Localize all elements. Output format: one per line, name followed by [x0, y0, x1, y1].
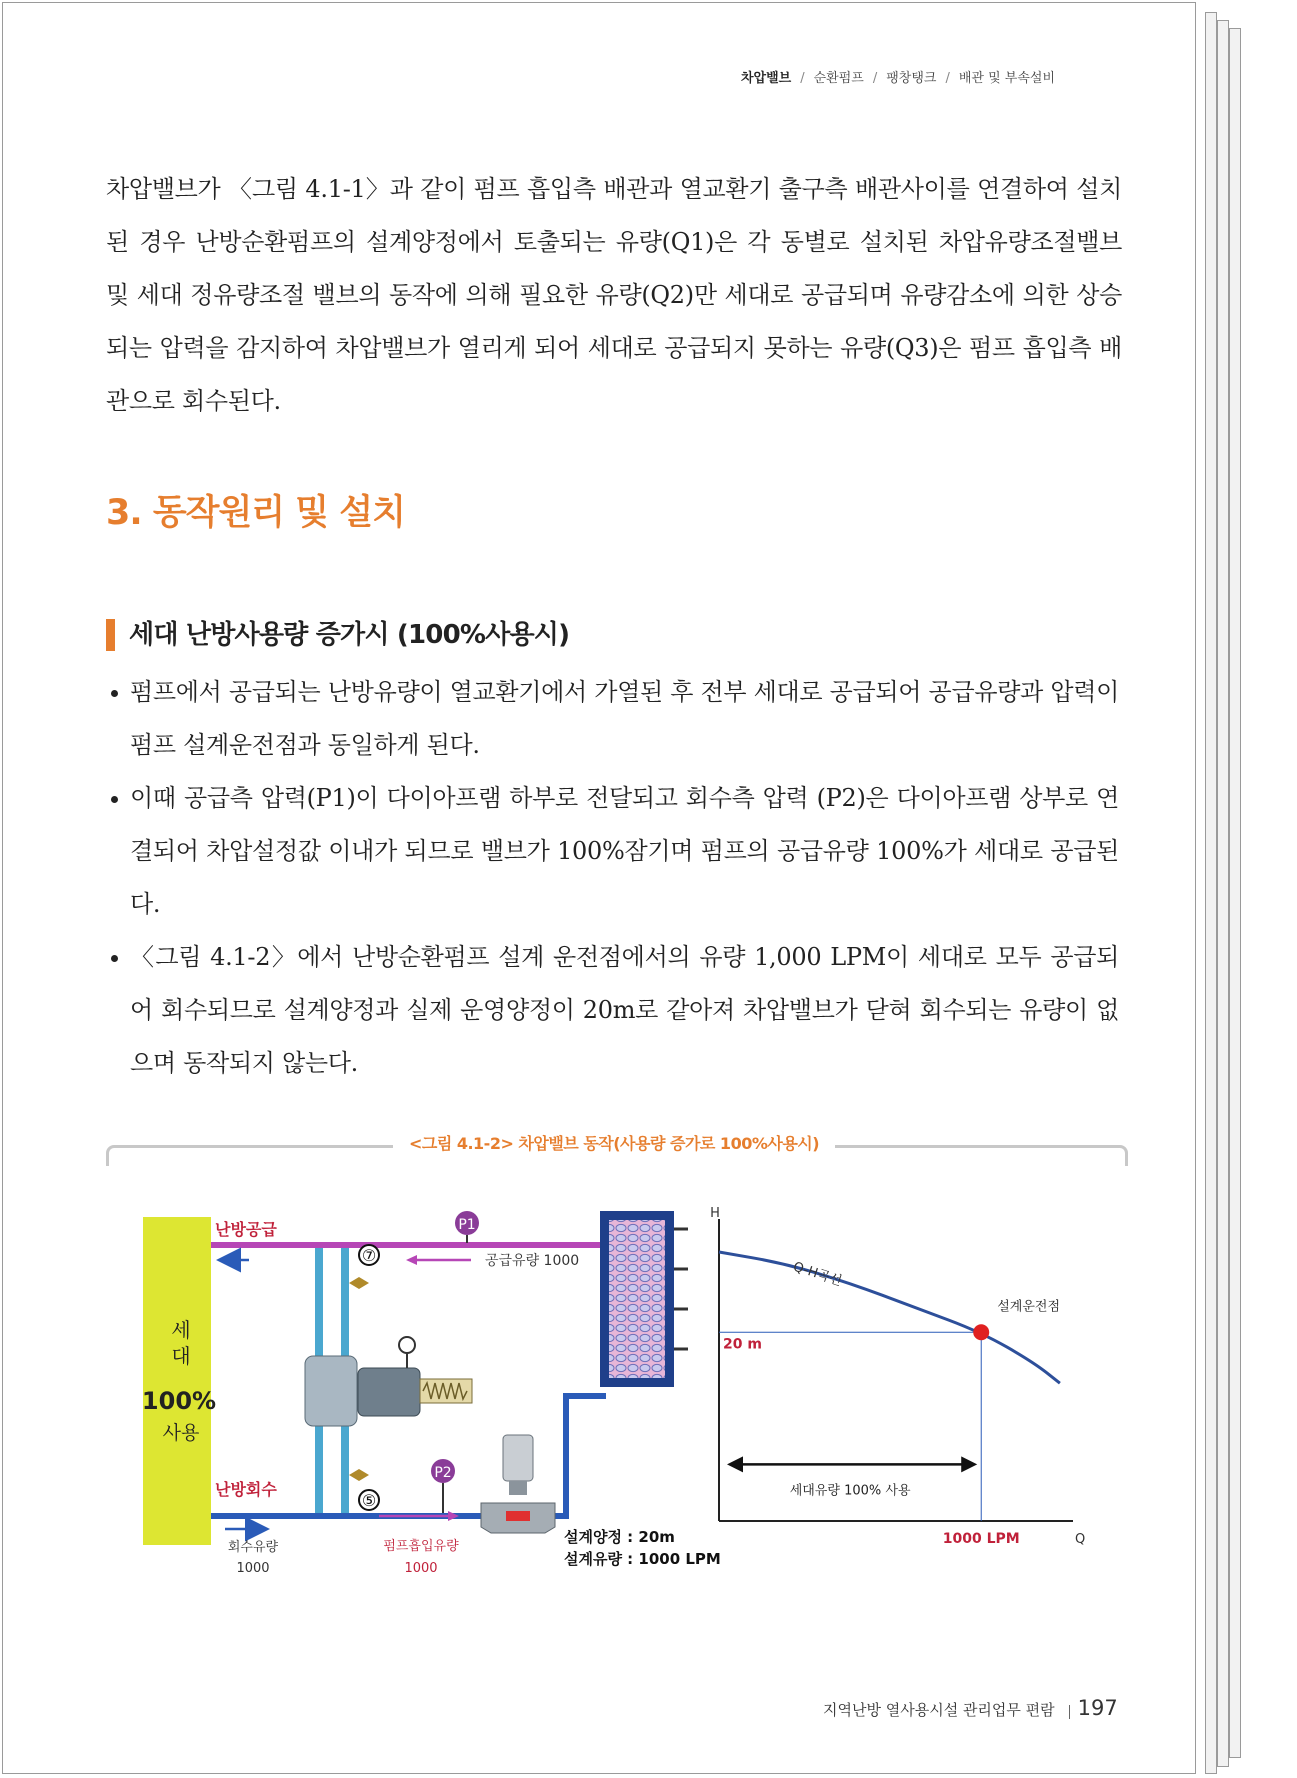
marker-5: ⑤	[361, 1491, 377, 1510]
design-flow: 설계유량 : 1000 LPM	[564, 1550, 721, 1568]
supply-flow-text: 공급유량 1000	[485, 1253, 580, 1269]
flow-range-arrow-right-icon	[961, 1456, 977, 1472]
figure-diagram	[3, 1173, 1197, 1593]
return-flow-value: 1000	[236, 1561, 270, 1576]
breadcrumb: 차압밸브 / 순환펌프 / 팽창탱크 / 배관 및 부속설비	[740, 71, 1055, 86]
y-axis-label: H	[710, 1206, 720, 1221]
ball-valve-upper-icon	[349, 1277, 369, 1289]
footer-divider	[1069, 1705, 1070, 1719]
gauge-p1-label: P1	[458, 1217, 476, 1233]
valve-body	[305, 1356, 357, 1426]
return-flow-label: 회수유량	[227, 1540, 279, 1555]
gauge-p2-label: P2	[434, 1465, 452, 1481]
figure-caption: <그림 4.1-2> 차압밸브 동작(사용량 증가로 100%사용시)	[3, 1131, 1225, 1154]
pump-suction-arrowhead-icon	[448, 1511, 459, 1521]
sub-heading: 세대 난방사용량 증가시 (100%사용시)	[106, 619, 569, 651]
return-top-pipe	[563, 1393, 606, 1399]
footer-book-title: 지역난방 열사용시설 관리업무 편람	[823, 1701, 1055, 1719]
breadcrumb-item: 팽창탱크	[886, 71, 937, 86]
page-number: 197	[1077, 1696, 1118, 1720]
page-footer	[823, 1696, 1118, 1720]
pump-coupling	[509, 1481, 527, 1495]
bullet-list	[109, 666, 1119, 1090]
qh-curve-name: Q-H곡선	[791, 1259, 844, 1290]
actuator-spring	[420, 1379, 472, 1403]
section-title: 3. 동작원리 및 설치	[106, 493, 405, 533]
diaphragm-housing	[358, 1368, 420, 1416]
x-axis-label: Q	[1075, 1532, 1086, 1547]
pump-motor	[503, 1435, 533, 1481]
household-block	[143, 1217, 211, 1545]
pump-suction-value: 1000	[404, 1561, 438, 1576]
bullet-item: 펌프에서 공급되는 난방유량이 열교환기에서 가열된 후 전부 세대로 공급되어 공급유량과 압력이 펌프 설계운전점과 동일하게 된다.	[109, 666, 1119, 772]
flow-tick-label: 1000 LPM	[942, 1531, 1020, 1547]
breadcrumb-item-current: 차압밸브	[740, 71, 792, 86]
qh-chart	[710, 1206, 1085, 1547]
operating-point-label: 설계운전점	[997, 1299, 1061, 1315]
intro-paragraph: 차압밸브가 〈그림 4.1-1〉과 같이 펌프 흡입측 배관과 열교환기 출구측 배관사이를 연결하여 설치된 경우 난방순환펌프의 설계양정에서 토출되는 유량(Q1)은 각 동별로 설치된 차압유량조절밸브 및 세대 정유량조절 밸브의 동작에 의해 필요한 유량(Q2)만 세대로 공급되며 유량감소에 의한 상승되는 압력을 감지하여 차압밸브가 열리게 되어 세대로 공급되지 못하는 유량(Q3)은 펌프 흡입측 배관으로 회수된다.	[106, 175, 1122, 415]
marker-7: ⑦	[361, 1246, 377, 1265]
household-percent: 100%	[141, 1387, 217, 1415]
return-riser-pipe	[563, 1393, 569, 1519]
flow-range-annotation: 세대유량 100% 사용	[789, 1483, 911, 1499]
breadcrumb-item: 배관 및 부속설비	[958, 71, 1055, 86]
supply-pipe	[211, 1242, 606, 1248]
return-label: 난방회수	[215, 1480, 277, 1499]
design-head: 설계양정 : 20m	[564, 1528, 675, 1546]
document-page	[2, 2, 1196, 1774]
bullet-item: 〈그림 4.1-2〉에서 난방순환펌프 설계 운전점에서의 유량 1,000 LPM이 세대로 모두 공급되어 회수되므로 설계양정과 실제 운영양정이 20m로 같아져 차압밸브가 닫혀 회수되는 유량이 없으며 동작되지 않는다.	[109, 931, 1119, 1090]
household-usage: 사용	[162, 1422, 200, 1444]
breadcrumb-item: 순환펌프	[813, 71, 864, 86]
head-tick-label: 20 m	[723, 1336, 762, 1353]
ball-valve-lower-icon	[349, 1469, 369, 1481]
household-label-2: 대	[171, 1344, 191, 1368]
page-stack-edges	[1195, 6, 1255, 1776]
heat-exchanger-plates	[608, 1219, 666, 1379]
pump-suction-label: 펌프흡입유량	[383, 1539, 459, 1554]
pump-impeller-icon	[506, 1511, 530, 1521]
flow-range-arrow-left-icon	[727, 1456, 743, 1472]
household-label-1: 세	[171, 1318, 191, 1342]
operating-point-marker	[973, 1324, 989, 1340]
supply-label: 난방공급	[215, 1220, 277, 1239]
bullet-item: 이때 공급측 압력(P1)이 다이아프램 하부로 전달되고 회수측 압력 (P2)은 다이아프램 상부로 연결되어 차압설정값 이내가 되므로 밸브가 100%잠기며 펌프의 공급유량 100%가 세대로 공급된다.	[109, 772, 1119, 931]
supply-flow-arrowhead-icon	[406, 1255, 417, 1265]
qh-curve	[719, 1252, 1060, 1383]
valve-gauge-icon	[399, 1337, 415, 1353]
